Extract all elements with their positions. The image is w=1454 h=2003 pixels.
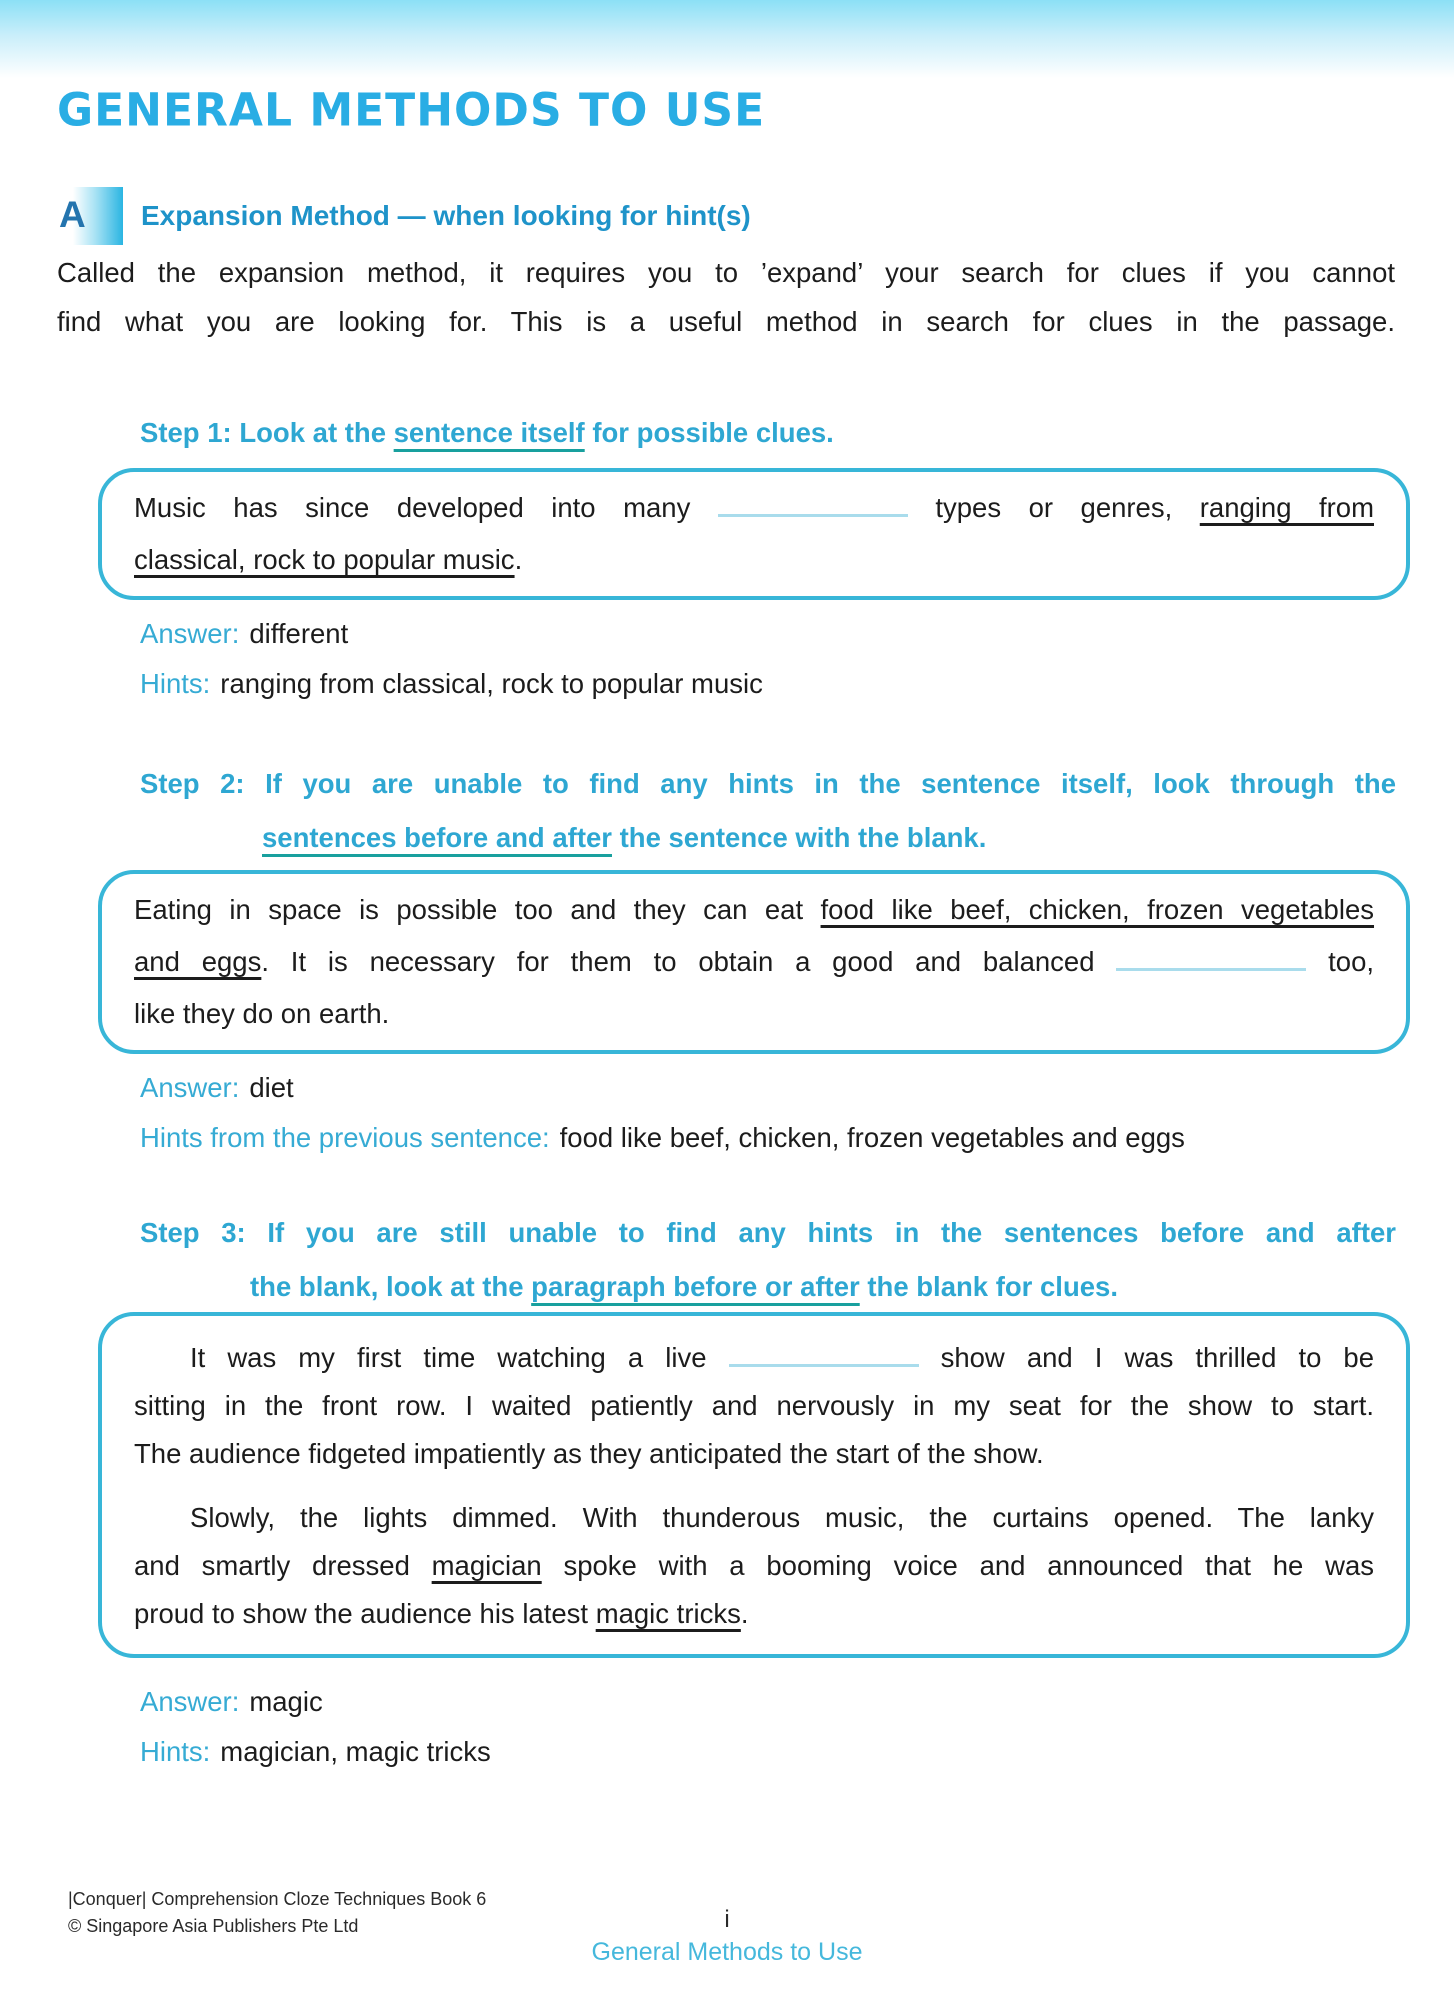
example-3-line: sitting in the front row. I waited patiently and nervously in my seat for the show to start. [134, 1390, 1374, 1421]
example-3-line: and smartly dressed magician spoke with a booming voice and announced that he was [134, 1550, 1374, 1581]
example-3-line: It was my first time watching a live show and I was thrilled to be [134, 1334, 1374, 1382]
example-2-line: and eggs. It is necessary for them to obtain a good and balanced too, [134, 936, 1374, 988]
answer-line-1 [140, 618, 1396, 650]
header-gradient-bar [0, 0, 1454, 78]
example-3-line: The audience fidgeted impatiently as they anticipated the start of the show. [134, 1438, 1044, 1469]
example-2-line: like they do on earth. [134, 998, 390, 1029]
answer-value: magic [249, 1686, 323, 1717]
cloze-blank [718, 487, 908, 518]
footer-publisher: © Singapore Asia Publishers Pte Ltd [68, 1916, 359, 1936]
cloze-blank [1116, 941, 1306, 972]
answer-value: diet [249, 1072, 294, 1103]
section-a-header [57, 186, 751, 246]
footer-book-title: |Conquer| Comprehension Cloze Techniques Book 6 [68, 1889, 487, 1909]
hints-label: Hints: [140, 668, 211, 699]
hints-line-1 [140, 668, 1396, 700]
step-2-heading [140, 757, 1396, 865]
hints-line-2 [140, 1122, 1396, 1154]
answer-label: Answer: [140, 618, 240, 649]
cloze-blank [729, 1337, 919, 1368]
step-1-heading [140, 406, 1396, 460]
example-2-line: Eating in space is possible too and they can eat food like beef, chicken, frozen vegetables [134, 894, 1375, 925]
step-3-heading [140, 1206, 1396, 1314]
step-2-heading-line: sentences before and after the sentence with the blank. [262, 822, 987, 853]
example-3-line: Slowly, the lights dimmed. With thunderous music, the curtains opened. The lanky [190, 1502, 1374, 1533]
step-3-heading-line: Step 3: If you are still unable to find any hints in the sentences before and after [140, 1217, 1396, 1248]
hints-label: Hints: [140, 1736, 211, 1767]
hints-label: Hints from the previous sentence: [140, 1122, 550, 1153]
section-a-heading: Expansion Method — when looking for hint(s) [141, 200, 751, 231]
step-1-heading-line: Step 1: Look at the sentence itself for possible clues. [140, 417, 834, 448]
page-title: GENERAL METHODS TO USE [57, 84, 766, 138]
answer-line-2 [140, 1072, 1396, 1104]
example-1-line: Music has since developed into many types or genres, ranging from [134, 482, 1374, 534]
intro-line: Called the expansion method, it requires you to ’expand’ your search for clues if you cannot [57, 257, 1395, 288]
answer-line-3 [140, 1686, 1396, 1718]
hints-value: magician, magic tricks [220, 1736, 491, 1767]
section-a-badge [57, 186, 123, 246]
hints-value: ranging from classical, rock to popular music [220, 668, 763, 699]
step-3-heading-line: the blank, look at the paragraph before or after the blank for clues. [250, 1271, 1118, 1302]
example-1-line: classical, rock to popular music. [134, 544, 523, 575]
footer-page-number: i [724, 1906, 730, 1933]
section-a-letter: A [59, 194, 86, 235]
answer-label: Answer: [140, 1072, 240, 1103]
example-box-1 [98, 468, 1410, 600]
example-3-line: proud to show the audience his latest magic tricks. [134, 1598, 749, 1629]
intro-line: find what you are looking for. This is a useful method in search for clues in the passage. [57, 306, 1395, 337]
footer-section-title: General Methods to Use [591, 1938, 863, 1966]
intro-paragraph [57, 248, 1395, 346]
answer-label: Answer: [140, 1686, 240, 1717]
step-2-heading-line: Step 2: If you are unable to find any hints in the sentence itself, look through the [140, 768, 1396, 799]
hints-line-3 [140, 1736, 1396, 1768]
answer-value: different [249, 618, 349, 649]
example-box-2 [98, 870, 1410, 1054]
example-box-3 [98, 1312, 1410, 1658]
hints-value: food like beef, chicken, frozen vegetables and eggs [559, 1122, 1185, 1153]
